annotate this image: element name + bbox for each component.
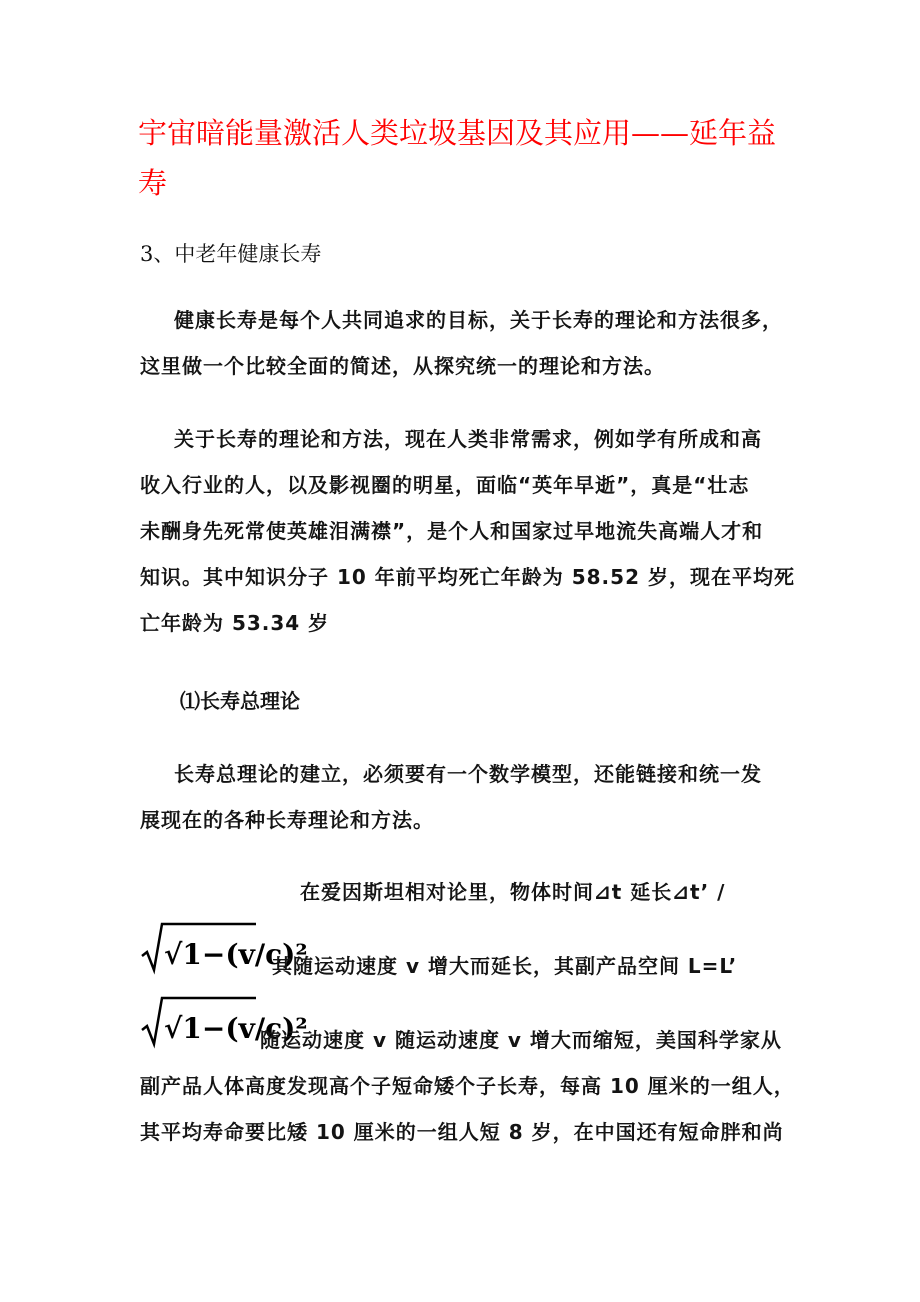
relativity-line5: 其平均寿命要比矮 10 厘米的一组人短 8 岁，在中国还有短命胖和尚 [140,1120,784,1144]
paragraph-theory-model [140,751,790,843]
para2-line5: 亡年龄为 53.34 岁 [140,611,330,635]
relativity-line2: 其随运动速度 v 增大而延长，其副产品空间 L=L’ [272,954,738,978]
formula-text: √1−(v/c)² [164,938,308,971]
para1-line1: 健康长寿是每个人共同追求的目标，关于长寿的理论和方法很多， [174,308,783,332]
formula-text-2: √1−(v/c)² [164,1012,308,1045]
paragraph-health-goal [140,297,790,389]
para2-line3: 未酬身先死常使英雄泪满襟”，是个人和国家过早地流失高端人才和 [140,519,764,543]
document-title: 宇宙暗能量激活人类垃圾基因及其应用——延年益寿 [138,116,777,200]
section-heading: 3、中老年健康长寿 [140,242,322,266]
lorentz-formula-image [140,920,308,974]
para2-line1: 关于长寿的理论和方法，现在人类非常需求，例如学有所成和高 [174,427,762,451]
para3-line2: 展现在的各种长寿理论和方法。 [140,808,434,832]
para1-line2: 这里做一个比较全面的简述，从探究统一的理论和方法。 [140,354,665,378]
subheading-longevity-theory: ⑴长寿总理论 [180,689,300,713]
relativity-line3: 随运动速度 v 随运动速度 v 增大而缩短，美国科学家从 [260,1028,782,1052]
paragraph-height-lifespan [140,1017,795,1155]
paragraph-longevity-demand [140,416,795,646]
para2-line4: 知识。其中知识分子 10 年前平均死亡年龄为 58.52 岁，现在平均死 [140,565,795,589]
para3-line1: 长寿总理论的建立，必须要有一个数学模型，还能链接和统一发 [174,762,762,786]
relativity-line4: 副产品人体高度发现高个子短命矮个子长寿，每高 10 厘米的一组人， [140,1074,795,1098]
relativity-line1: 在爱因斯坦相对论里，物体时间⊿t 延长⊿t’ / [300,880,726,904]
para2-line2: 收入行业的人，以及影视圈的明星，面临“英年早逝”，真是“壮志 [140,473,750,497]
